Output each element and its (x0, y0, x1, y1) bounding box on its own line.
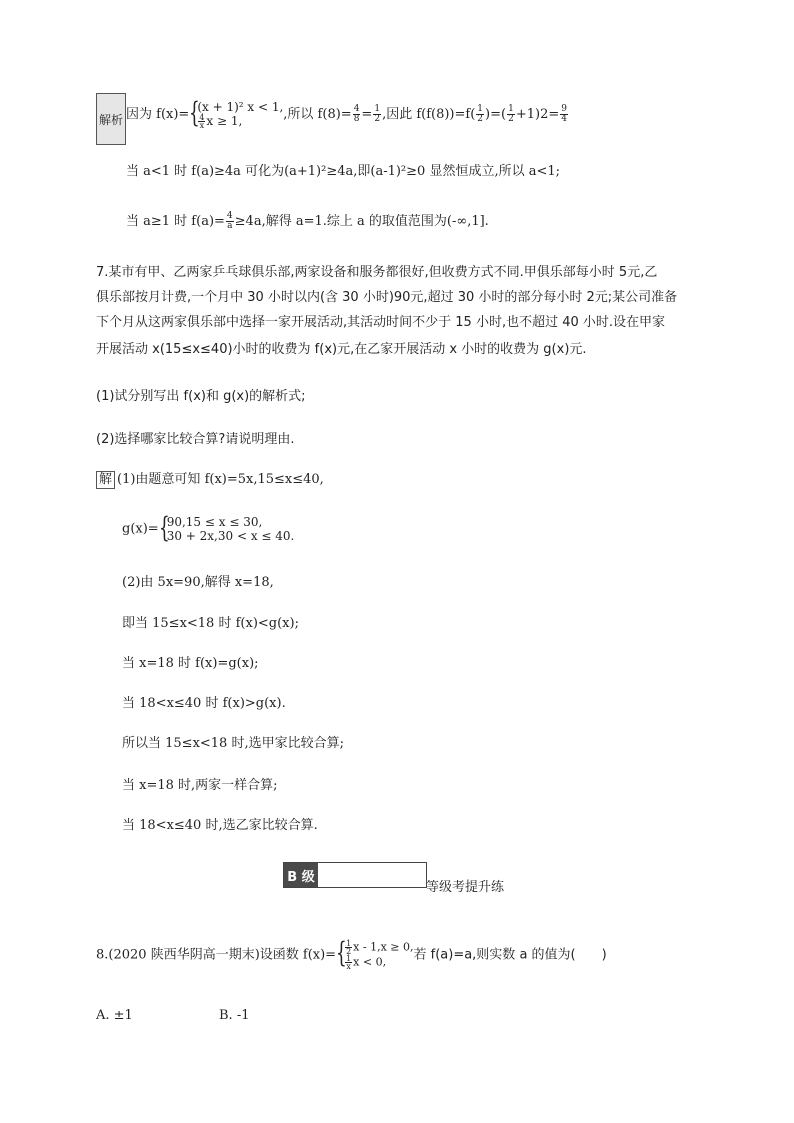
piecewise-function: { (x + 1)² x < 1, $\frac{4}{x}$ x ≥ 1, (189, 96, 284, 130)
solution7-step: 当 x=18 时,两家一样合算; (122, 778, 278, 793)
solution7-line1: 解 (1)由题意可知 f(x)=5x,15≤x≤40, (96, 470, 324, 490)
g-piecewise: g(x)= { 90,15 ≤ x ≤ 30, 30 + 2x,30 < x ≤ 40. (122, 511, 295, 544)
solution-badge: 解 (96, 471, 115, 489)
question-1: (1)试分别写出 f(x)和 g(x)的解析式; (96, 389, 306, 404)
solution7-step: 所以当 15≤x<18 时,选甲家比较合算; (122, 736, 344, 751)
analysis-badge: 解析 (96, 93, 126, 145)
problem7-line: 俱乐部按月计费,一个月中 30 小时以内(含 30 小时)90元,超过 30 小时的部分每小时 2元;某公司准备 (96, 290, 678, 305)
solution6-line3: 当 a≥1 时 f(a)= $\frac{4}{a}$ ≥4a,解得 a=1.综上 a 的取值范围为(-∞,1]. (126, 211, 489, 231)
solution7-step: 当 x=18 时 f(x)=g(x); (122, 656, 259, 671)
solution7-step: (2)由 5x=90,解得 x=18, (122, 575, 274, 590)
section-header-box (283, 862, 427, 888)
option-a[interactable]: A. ±1 (96, 1008, 133, 1023)
solution7-step: 当 18<x≤40 时,选乙家比较合算. (122, 818, 318, 833)
section-level-label: B 级 (284, 863, 318, 887)
problem7-line: 7.某市有甲、乙两家乒乓球俱乐部,两家设备和服务都很好,但收费方式不同.甲俱乐部每小时 5元,乙 (96, 265, 658, 280)
problem7-line: 开展活动 x(15≤x≤40)小时的收费为 f(x)元,在乙家开展活动 x 小时的收费为 g(x)元. (96, 342, 587, 357)
problem8-statement: 8.(2020 陕西华阴高一期末)设函数 f(x)= { $\frac{1}{2}$ x - 1,x ≥ 0, $\frac{1}{x}$ x < 0, 若 f(a)=a,则实数 a 的值为( ) (96, 936, 607, 971)
problem7-line: 下个月从这两家俱乐部中选择一家开展活动,其活动时间不少于 15 小时,也不超过 40 小时.设在甲家 (96, 315, 666, 330)
solution6-line1: 因为 f(x)= { (x + 1)² x < 1, $\frac{4}{x}$ x ≥ 1, ,所以 f(8)= $\frac{4}{8}$ = $\frac{1}{2}$ ,因此 f(f(8))=f( $\frac{1}{2}$ )=( $\frac{1}{2}$ +1)2= $\frac{9}{4}$ (126, 96, 567, 130)
option-b[interactable]: B. -1 (219, 1008, 250, 1023)
solution7-step: 当 18<x≤40 时 f(x)>g(x). (122, 696, 286, 711)
solution7-step: 即当 15≤x<18 时 f(x)<g(x); (122, 616, 299, 631)
solution6-line2: 当 a<1 时 f(a)≥4a 可化为(a+1)²≥4a,即(a-1)²≥0 显然恒成立,所以 a<1; (126, 164, 561, 179)
question-2: (2)选择哪家比较合算?请说明理由. (96, 432, 295, 447)
section-title: 等级考提升练 (426, 880, 505, 895)
